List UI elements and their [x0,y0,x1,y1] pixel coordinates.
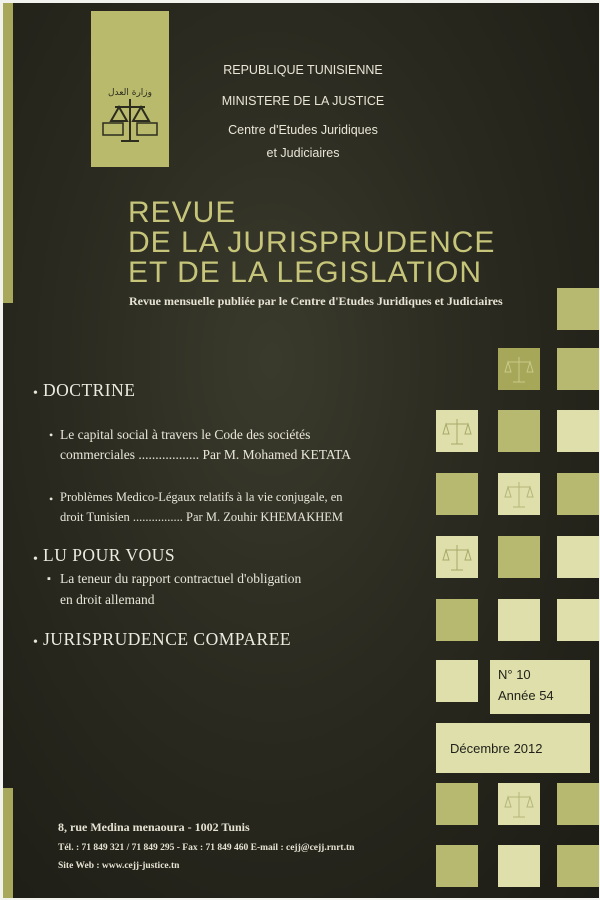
scales-icon [440,414,474,448]
journal-title-line3: ET DE LA LEGISLATION [128,256,483,289]
square-bullet-icon: ▪ [47,573,51,585]
tile [557,783,599,825]
section-heading-jurisprudence-comparee: JURISPRUDENCE COMPAREE [43,629,292,649]
tile [498,410,540,452]
footer-contact: Tél. : 71 849 321 / 71 849 295 - Fax : 71 849 460 E-mail : cejj@cejj.rnrt.tn [58,843,355,853]
tile [498,348,540,390]
bullet-icon: • [49,428,54,442]
header-centre-line2: et Judiciaires [266,146,340,160]
bullet-icon: • [33,552,38,567]
tile [557,536,599,578]
journal-cover [3,3,599,898]
header-centre-line1: Centre d'Etudes Juridiques [228,123,378,137]
logo-arabic-text: وزارة العدل [108,88,152,98]
tile [498,473,540,515]
tile [436,783,478,825]
ministry-emblem-icon [95,81,165,151]
article2-line2: droit Tunisien ................ Par M. Zouhir KHEMAKHEM [60,510,343,524]
article1-line2: commerciales .................. Par M. Mohamed KETATA [60,447,352,462]
tile [436,845,478,887]
issue-date-box [436,723,590,773]
ministry-logo [91,11,169,167]
tile [557,348,599,390]
tile [436,536,478,578]
journal-title-line2: DE LA JURISPRUDENCE [128,226,496,259]
tile [436,660,478,702]
tile [498,536,540,578]
left-edge-strip-bottom [3,788,13,898]
tile [498,783,540,825]
section-heading-doctrine: DOCTRINE [43,380,136,400]
article2-line1: Problèmes Medico-Légaux relatifs à la vie conjugale, en [60,490,343,504]
section-heading-lu-pour-vous: LU POUR VOUS [43,545,176,565]
header-ministry: MINISTERE DE LA JUSTICE [221,94,385,108]
scales-icon [440,540,474,574]
tile [498,599,540,641]
bullet-icon: • [33,635,38,650]
journal-title-line1: REVUE [128,196,237,229]
issue-year: Année 54 [498,688,554,703]
tile [436,473,478,515]
tile [557,845,599,887]
issue-number: N° 10 [498,667,531,682]
issue-date: Décembre 2012 [450,741,543,756]
scales-icon [502,352,536,386]
header-country: REPUBLIQUE TUNISIENNE [223,63,383,77]
tile [498,845,540,887]
tile [557,473,599,515]
journal-subtitle: Revue mensuelle publiée par le Centre d'Etudes Juridiques et Judiciaires [129,294,503,308]
scales-icon [502,477,536,511]
tile [557,410,599,452]
bullet-icon: • [49,492,54,506]
tile [436,599,478,641]
article1-line1: Le capital social à travers le Code des sociétés [60,427,311,442]
tile [557,599,599,641]
tile [436,410,478,452]
lu-item-line1: La teneur du rapport contractuel d'obligation [60,571,302,586]
issue-info-box [490,660,590,714]
tile [557,288,599,330]
bullet-icon: • [33,386,38,401]
lu-item-line2: en droit allemand [60,592,155,607]
scales-icon [502,787,536,821]
footer-address: 8, rue Medina menaoura - 1002 Tunis [58,820,250,834]
footer-website: Site Web : www.cejj-justice.tn [58,861,180,871]
